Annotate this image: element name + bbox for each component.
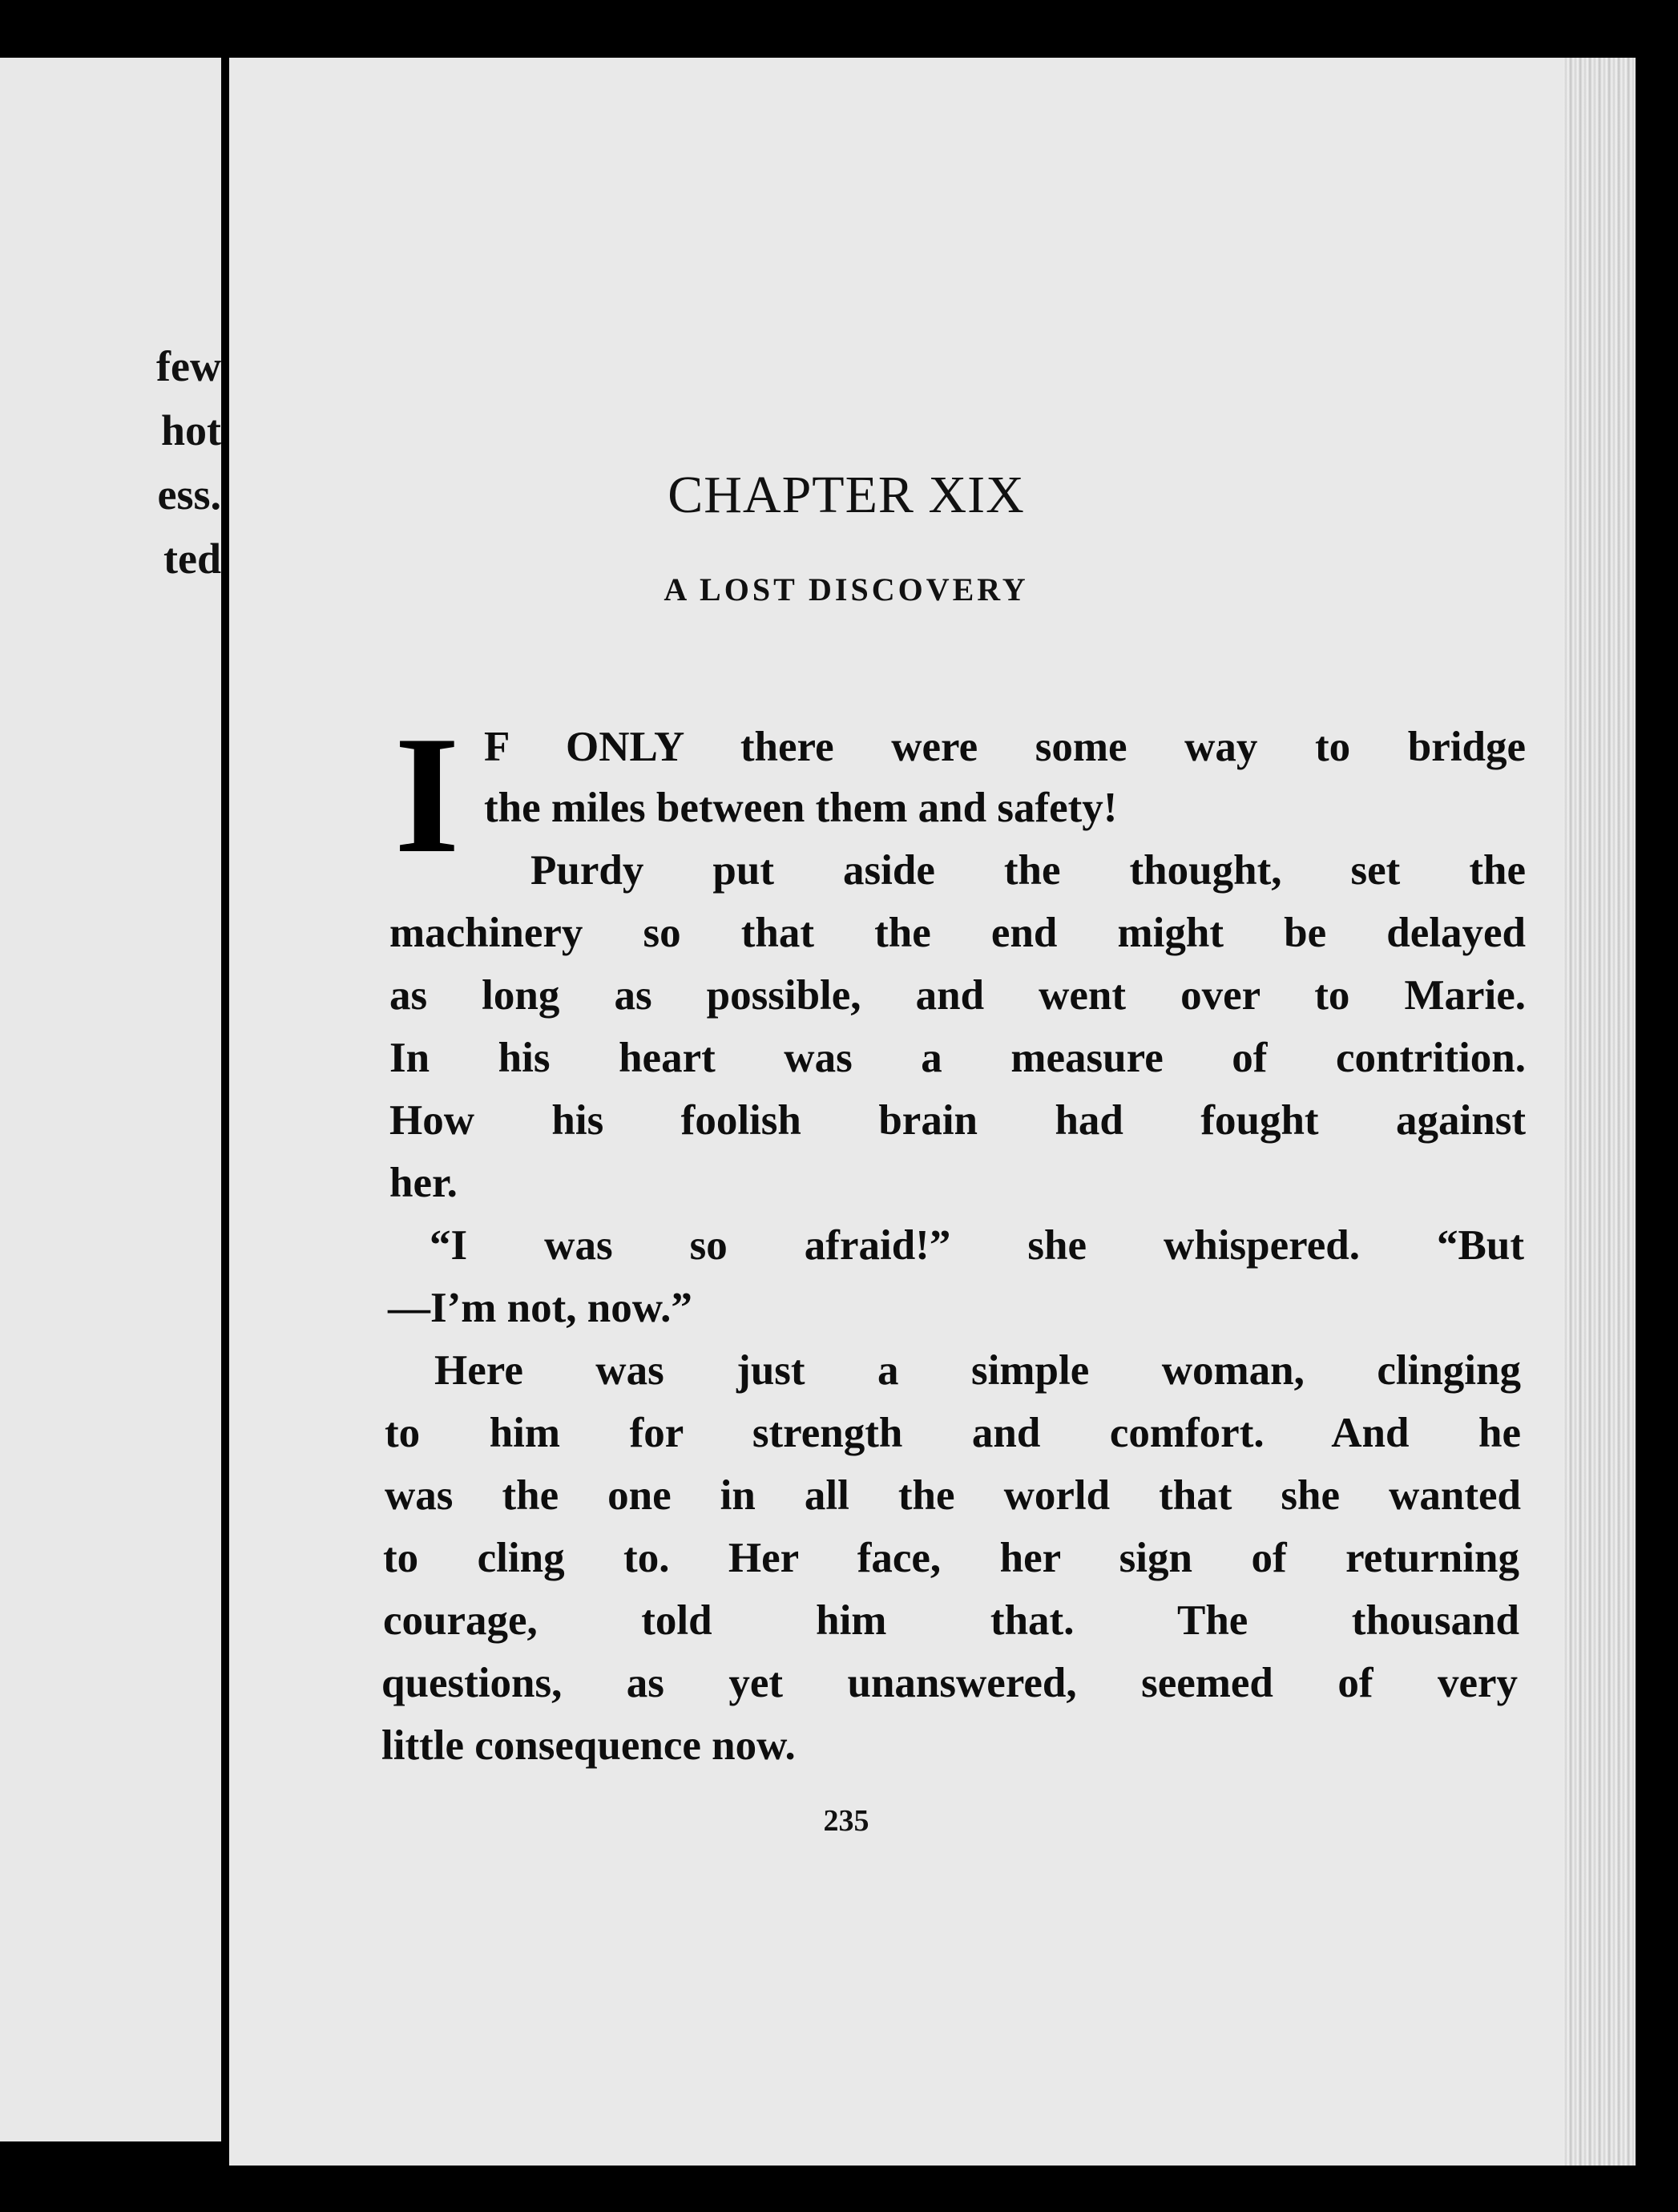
facing-page-line: ess. — [157, 470, 221, 519]
facing-page-line: ted — [163, 535, 221, 583]
text-line: F ONLY there were some way to bridge — [484, 724, 1526, 770]
text-line: “I was so afraid!” she whispered. “But — [430, 1222, 1524, 1269]
text-line: courage, told him that. The thousand — [383, 1597, 1519, 1644]
text-line: to him for strength and comfort. And he — [385, 1410, 1521, 1456]
text-line: questions, as yet unanswered, seemed of very — [381, 1660, 1518, 1706]
book-page — [229, 58, 1636, 2166]
facing-page-line: few — [156, 342, 221, 390]
text-line: machinery so that the end might be delayed — [389, 910, 1526, 956]
text-line: her. — [389, 1160, 458, 1206]
page-number: 235 — [823, 1804, 869, 1838]
text-line: —I’m not, now.” — [388, 1285, 692, 1331]
text-line: the miles between them and safety! — [484, 785, 1118, 831]
facing-page — [0, 58, 221, 2141]
text-line: Purdy put aside the thought, set the — [530, 847, 1526, 894]
text-line: to cling to. Her face, her sign of returning — [383, 1535, 1519, 1581]
book-gutter — [221, 58, 229, 2141]
text-line: Here was just a simple woman, clinging — [434, 1347, 1521, 1394]
drop-cap: I — [394, 702, 460, 888]
text-line: little consequence now. — [381, 1722, 796, 1769]
facing-page-text — [156, 334, 221, 591]
page-edge — [1563, 58, 1636, 2166]
chapter-title: CHAPTER XIX — [668, 466, 1025, 524]
text-line: was the one in all the world that she wanted — [385, 1472, 1521, 1519]
text-line: In his heart was a measure of contrition. — [389, 1035, 1526, 1081]
facing-page-line: hot — [160, 406, 221, 454]
text-line: How his foolish brain had fought against — [389, 1097, 1526, 1144]
text-line: as long as possible, and went over to Marie. — [389, 972, 1526, 1019]
chapter-subtitle: A LOST DISCOVERY — [664, 571, 1029, 607]
